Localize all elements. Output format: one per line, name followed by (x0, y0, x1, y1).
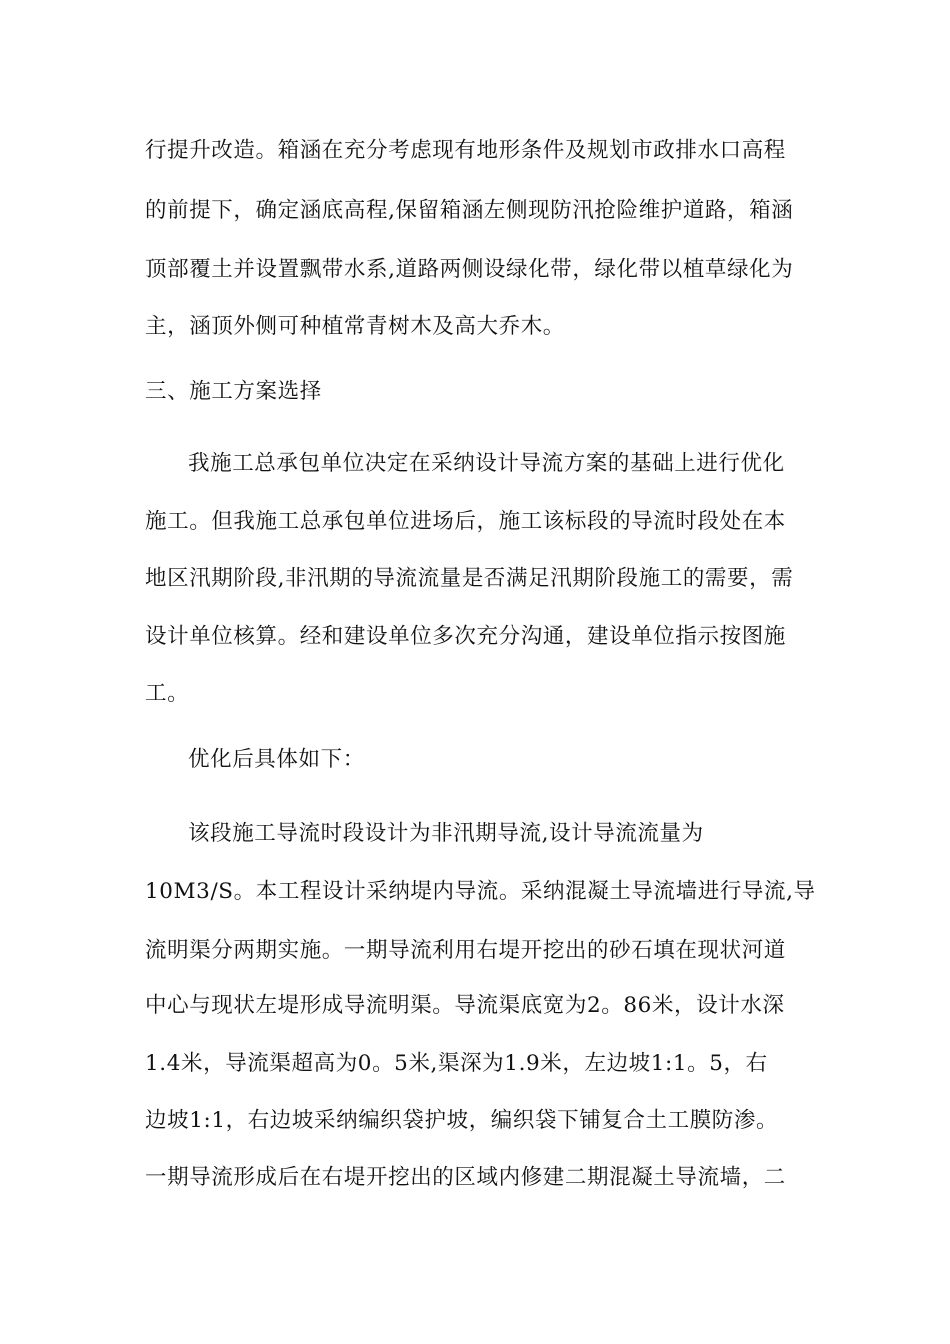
paragraph-3: 优化后具体如下： (188, 747, 365, 772)
paragraph-2-line-3: 地区汛期阶段,非汛期的导流流量是否满足汛期阶段施工的需要，需 (145, 566, 794, 591)
paragraph-4-line-1: 该段施工导流时段设计为非汛期导流,设计导流流量为 (188, 821, 704, 846)
paragraph-1-line-2: 的前提下，确定涵底高程,保留箱涵左侧现防汛抢险维护道路，箱涵 (145, 198, 794, 223)
paragraph-4-line-5: 1.4米，导流渠超高为0。5米,渠深为1.9米，左边坡1:1。5，右 (145, 1051, 768, 1076)
paragraph-4-line-3: 流明渠分两期实施。一期导流利用右堤开挖出的砂石填在现状河道 (145, 938, 786, 963)
paragraph-1-line-3: 顶部覆土并设置飘带水系,道路两侧设绿化带，绿化带以植草绿化为 (145, 257, 794, 282)
paragraph-2-line-4: 设计单位核算。经和建设单位多次充分沟通，建设单位指示按图施 (145, 624, 786, 649)
paragraph-4-line-7: 一期导流形成后在右堤开挖出的区域内修建二期混凝土导流墙，二 (145, 1165, 786, 1190)
paragraph-4-line-4: 中心与现状左堤形成导流明渠。导流渠底宽为2。86米，设计水深 (145, 993, 785, 1018)
paragraph-2-line-5: 工。 (145, 681, 190, 706)
section-heading: 三、施工方案选择 (145, 379, 322, 404)
paragraph-4-line-6: 边坡1:1，右边坡采纳编织袋护坡，编织袋下铺复合土工膜防渗。 (145, 1108, 779, 1133)
paragraph-1-line-1: 行提升改造。箱涵在充分考虑现有地形条件及规划市政排水口高程 (145, 138, 786, 163)
paragraph-2-line-1: 我施工总承包单位决定在采纳设计导流方案的基础上进行优化 (188, 451, 785, 476)
paragraph-1-line-4: 主，涵顶外侧可种植常青树木及高大乔木。 (145, 314, 565, 339)
paragraph-4-line-2: 10M3/S。本工程设计采纳堤内导流。采纳混凝土导流墙进行导流,导 (145, 879, 816, 904)
paragraph-2-line-2: 施工。但我施工总承包单位进场后，施工该标段的导流时段处在本 (145, 509, 786, 534)
